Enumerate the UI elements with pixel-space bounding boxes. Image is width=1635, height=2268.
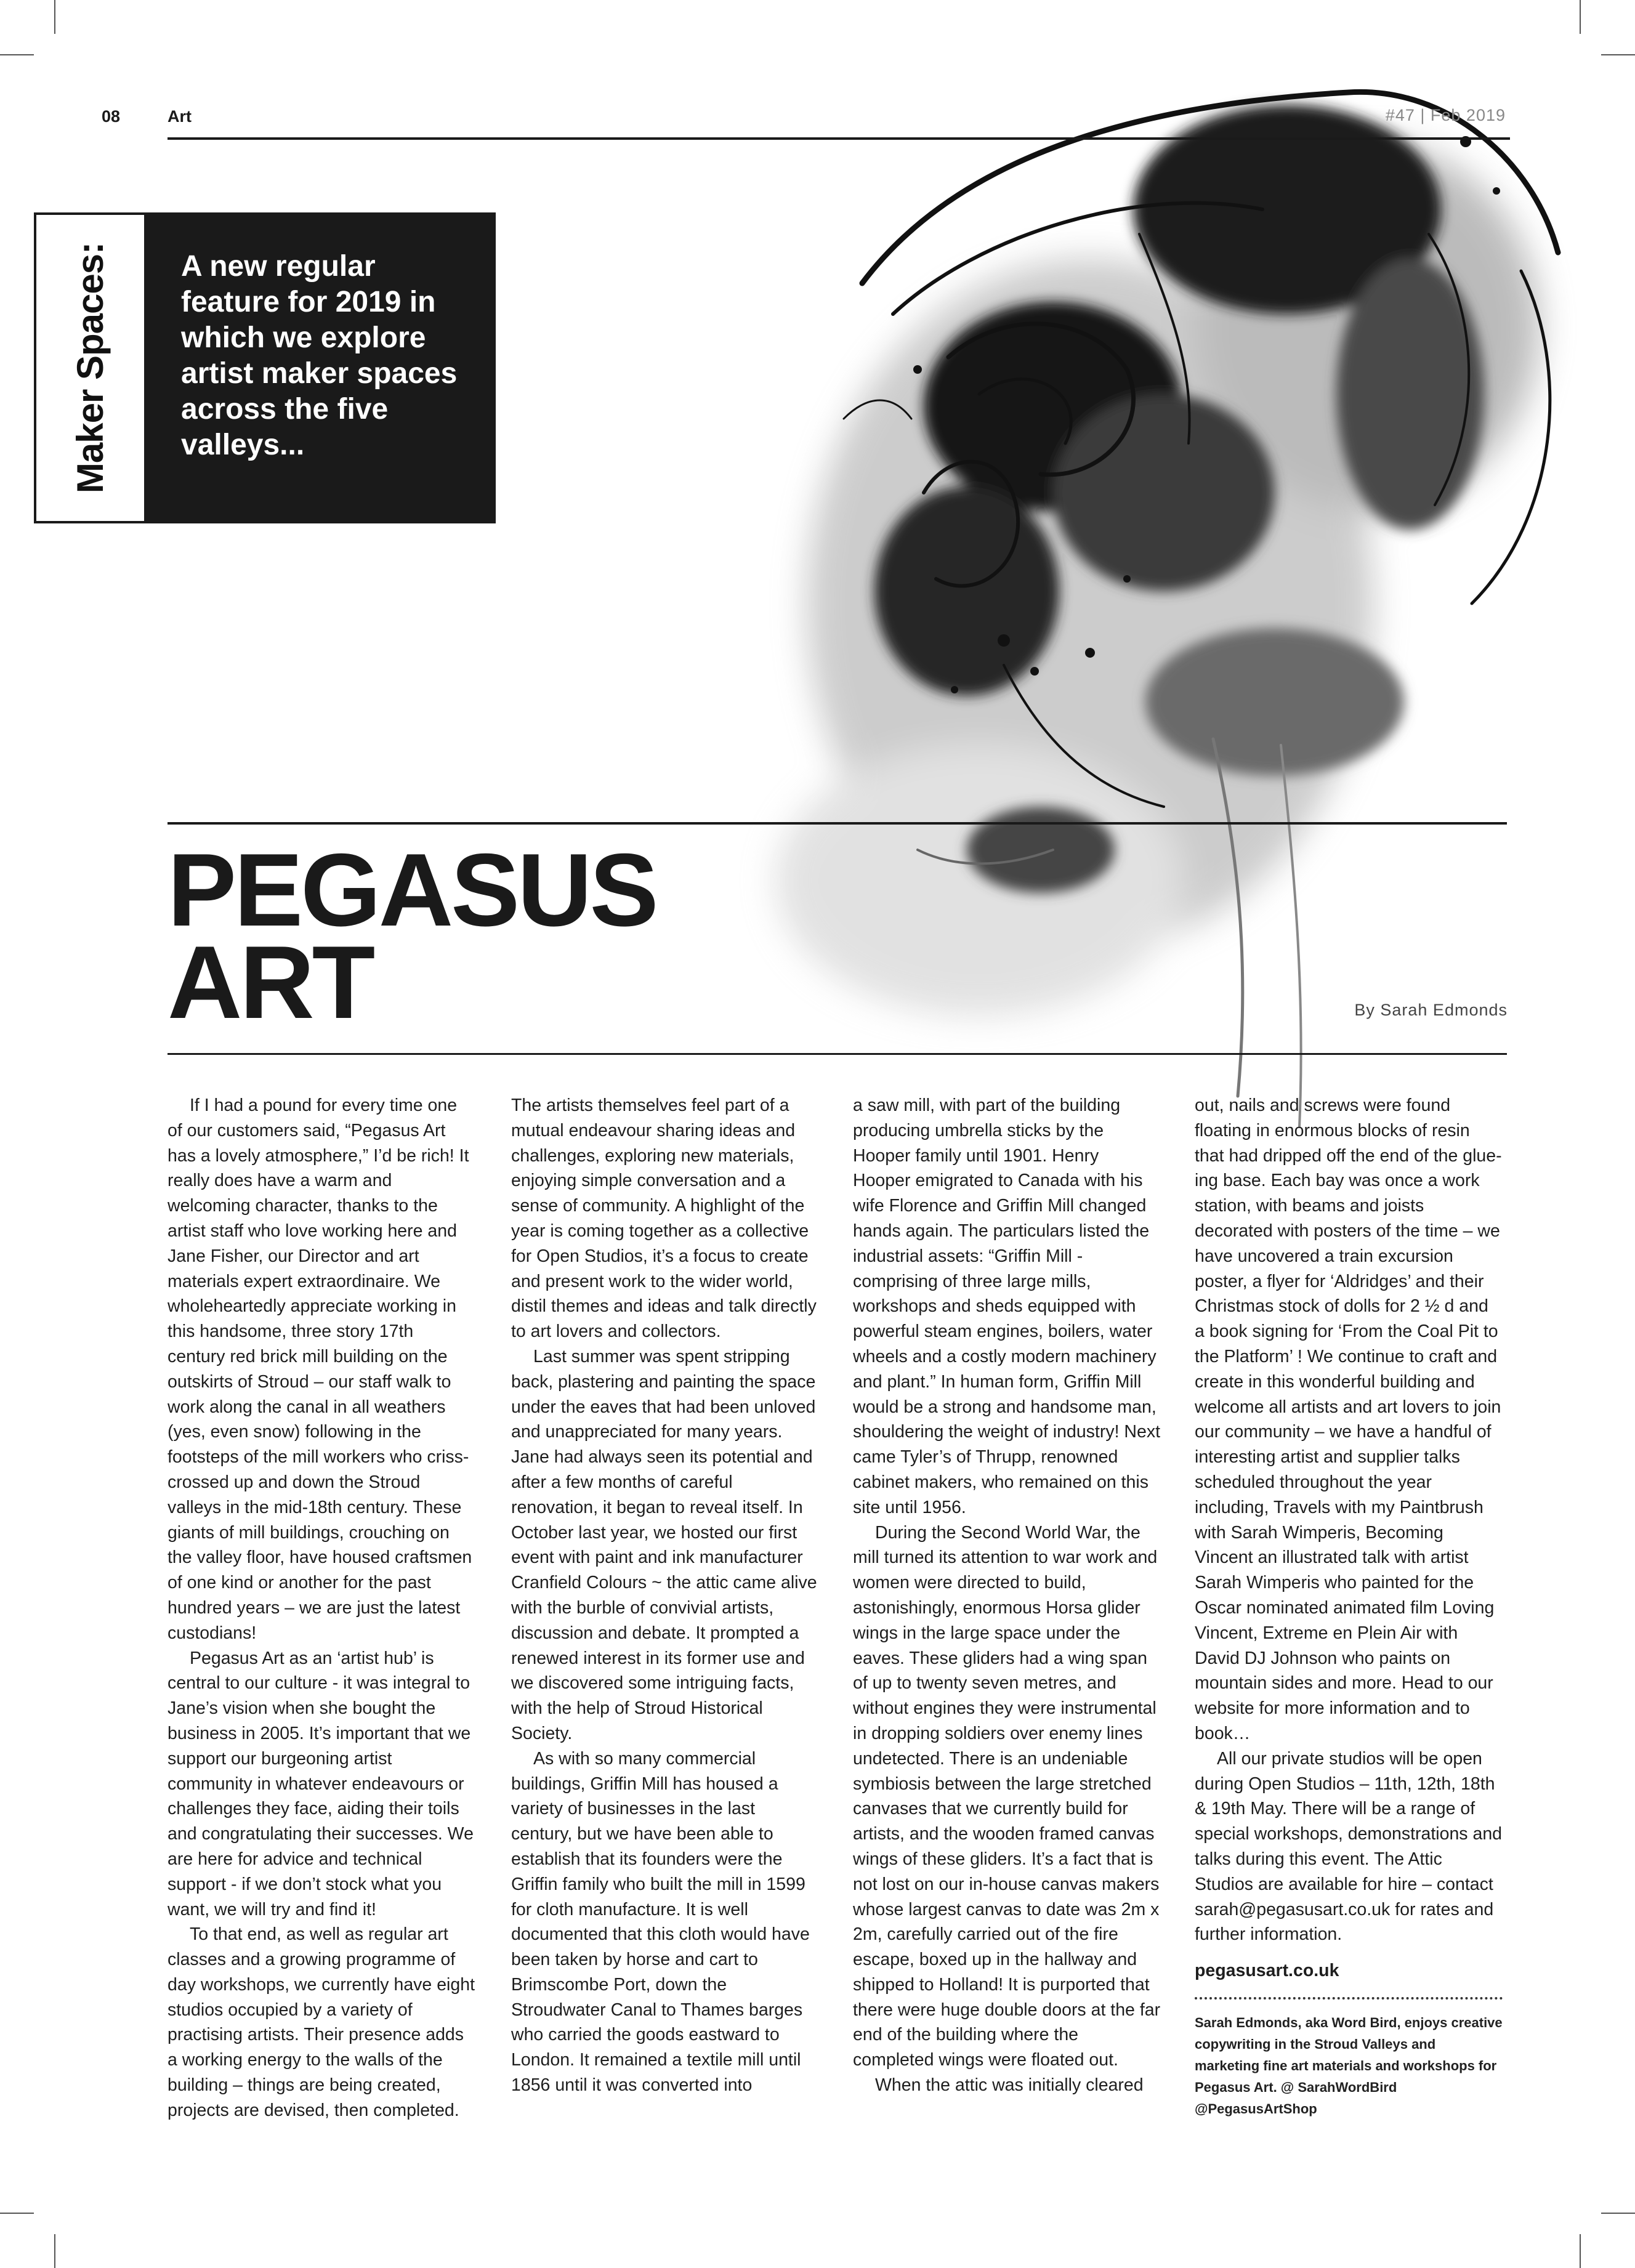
paragraph: If I had a pound for every time one of our customers said, “Pegasus Art has a lovely atmosphere,” I’d be rich! It really does have a warm and welcoming character, thanks to the artist staff who love working here and Jane Fisher, our Director and art materials expert extraordinaire. We wholeheartedly appreciate working in this handsome, three story 17th century red brick mill building on the outskirts of Stroud – our staff walk to work along the canal in all weathers (yes, even snow) following in the footsteps of the mill workers who criss-crossed up and down the Stroud valleys in the mid-18th century. These giants of mill buildings, crouching on the valley floor, have housed craftsmen of one kind or another for the past hundred years – we are just the latest custodians! bbox=[168, 1096, 472, 1643]
body-rule bbox=[168, 1053, 1507, 1055]
article-column-3 bbox=[853, 1093, 1161, 2098]
paragraph: All our private studios will be open during Open Studios – 11th, 12th, 18th & 19th May. There will be a range of special workshops, demonstrations and talks during this event. The Attic Studios are available for hire – contact sarah@pegasusart.co.uk for rates and further information. bbox=[1195, 1748, 1503, 1945]
crop-mark bbox=[0, 2213, 34, 2214]
paragraph: a saw mill, with part of the building producing umbrella sticks by the Hooper family until 1901. Henry Hooper emigrated to Canada with his wife Florence and Griffin Mill changed hands again. The particulars listed the industrial assets: “Griffin Mill - comprising of three large mills, workshops and sheds equipped with powerful steam engines, boilers, water wheels and a costly modern machinery and plant.” In human form, Griffin Mill would be a strong and handsome man, shouldering the weight of industry! Next came Tyler’s of Thrupp, renowned cabinet makers, who remained on this site until 1956. bbox=[853, 1096, 1161, 1517]
author-bio: Sarah Edmonds, aka Word Bird, enjoys creative copywriting in the Stroud Valleys and marketing fine art materials and workshops for Pegasus Art. @ SarahWordBird @PegasusArtShop bbox=[1195, 2014, 1503, 2117]
crop-mark bbox=[1580, 2234, 1581, 2268]
crop-mark bbox=[54, 0, 55, 34]
feature-tab-label: Maker Spaces: bbox=[70, 242, 111, 494]
title-line-1: PEGASUS bbox=[168, 832, 656, 948]
page-number: 08 bbox=[102, 107, 121, 126]
title-rule bbox=[168, 822, 1507, 825]
paragraph: The artists themselves feel part of a mutual endeavour sharing ideas and challenges, exploring new materials, enjoying simple conversation and a sense of community. A highlight of the year is coming together as a collective for Open Studios, it’s a focus to create and present work to the wider world, distil themes and ideas and talk directly to art lovers and collectors. bbox=[511, 1096, 817, 1342]
paragraph: When the attic was initially cleared bbox=[875, 2075, 1144, 2096]
article-column-4 bbox=[1195, 1093, 1503, 2120]
paragraph: Last summer was spent stripping back, plastering and painting the space under the eaves that had been unloved and unappreciated for many years. Jane had always seen its potential and after a few months of careful renovation, it began to reveal itself. In October last year, we hosted our first event with paint and ink manufacturer Cranfield Colours ~ the attic came alive with the burble of convivial artists, discussion and debate. It prompted a renewed interest in its former use and we discovered some intriguing facts, with the help of Stroud Historical Society. bbox=[511, 1346, 817, 1743]
crop-mark bbox=[1580, 0, 1581, 34]
crop-mark bbox=[1601, 2213, 1635, 2214]
article-column-2 bbox=[511, 1093, 819, 2098]
feature-box bbox=[34, 212, 496, 523]
article-column-1 bbox=[168, 1093, 475, 2123]
ink-portrait-illustration bbox=[659, 49, 1635, 1256]
article-title bbox=[168, 832, 656, 1040]
paragraph: Pegasus Art as an ‘artist hub’ is central to our culture - it was integral to Jane’s vision when she bought the business in 2005. It’s important that we support our burgeoning artist community in whatever endeavours or challenges they face, aiding their toils and congratulating their successes. We are here for advice and technical support - if we don’t stock what you want, we will try and find it! bbox=[168, 1648, 474, 1919]
issue-label: #47 | Feb 2019 bbox=[1385, 106, 1506, 124]
website-link[interactable]: pegasusart.co.uk bbox=[1195, 1961, 1339, 1981]
title-line-2: ART bbox=[168, 924, 373, 1040]
paragraph: out, nails and screws were found floating in enormous blocks of resin that had dripped off the end of the glue-ing base. Each bay was once a work station, with beams and joists decorated with posters of the time – we have uncovered a train excursion poster, a flyer for ‘Aldridges’ and their Christmas stock of dolls for 2 ½ d and a book signing for ‘From the Coal Pit to the Platform’ ! We continue to craft and create in this wonderful building and welcome all artists and art lovers to join our community – we have a handful of interesting artist and supplier talks scheduled throughout the year including, Travels with my Paintbrush with Sarah Wimperis, Becoming Vincent an illustrated talk with artist Sarah Wimperis who painted for the Oscar nominated animated film Loving Vincent, Extreme en Plein Air with David DJ Johnson who paints on mountain sides and more. Head to our website for more information and to book… bbox=[1195, 1096, 1502, 1743]
feature-tab bbox=[36, 215, 144, 521]
paragraph: As with so many commercial buildings, Griffin Mill has housed a variety of businesses in the last century, but we have been able to establish that its founders were the Griffin family who built the mill in 1599 for cloth manufacture. It is well documented that this cloth would have been taken by horse and cart to Brimscombe Port, down the Stroudwater Canal to Thames barges who carried the goods eastward to London. It remained a textile mill until 1856 until it was converted into bbox=[511, 1748, 810, 2096]
crop-mark bbox=[54, 2234, 55, 2268]
header-rule bbox=[168, 137, 1510, 140]
dotted-divider bbox=[1195, 1997, 1503, 2000]
feature-blurb: A new regular feature for 2019 in which we explore artist maker spaces across the five valleys... bbox=[144, 215, 493, 521]
crop-mark bbox=[0, 54, 34, 55]
paragraph: During the Second World War, the mill turned its attention to war work and women were directed to build, astonishingly, enormous Horsa glider wings in the large space under the eaves. These gliders had a wing span of up to twenty seven metres, and without engines they were instrumental in dropping soldiers over enemy lines undetected. There is an undeniable symbiosis between the large stretched canvases that we currently build for artists, and the wooden framed canvas wings of these gliders. It’s a fact that is not lost on our in-house canvas makers whose largest canvas to date was 2m x 2m, carefully carried out of the fire escape, boxed up in the hallway and shipped to Holland! It is purported that there were huge double doors at the far end of the building where the completed wings were floated out. bbox=[853, 1522, 1161, 2070]
section-label: Art bbox=[168, 107, 192, 126]
byline: By Sarah Edmonds bbox=[1354, 1001, 1508, 1019]
paragraph: To that end, as well as regular art classes and a growing programme of day workshops, we currently have eight studios occupied by a variety of practising artists. Their presence adds a working energy to the walls of the building – things are being created, projects are devised, then completed. bbox=[168, 1924, 475, 2120]
